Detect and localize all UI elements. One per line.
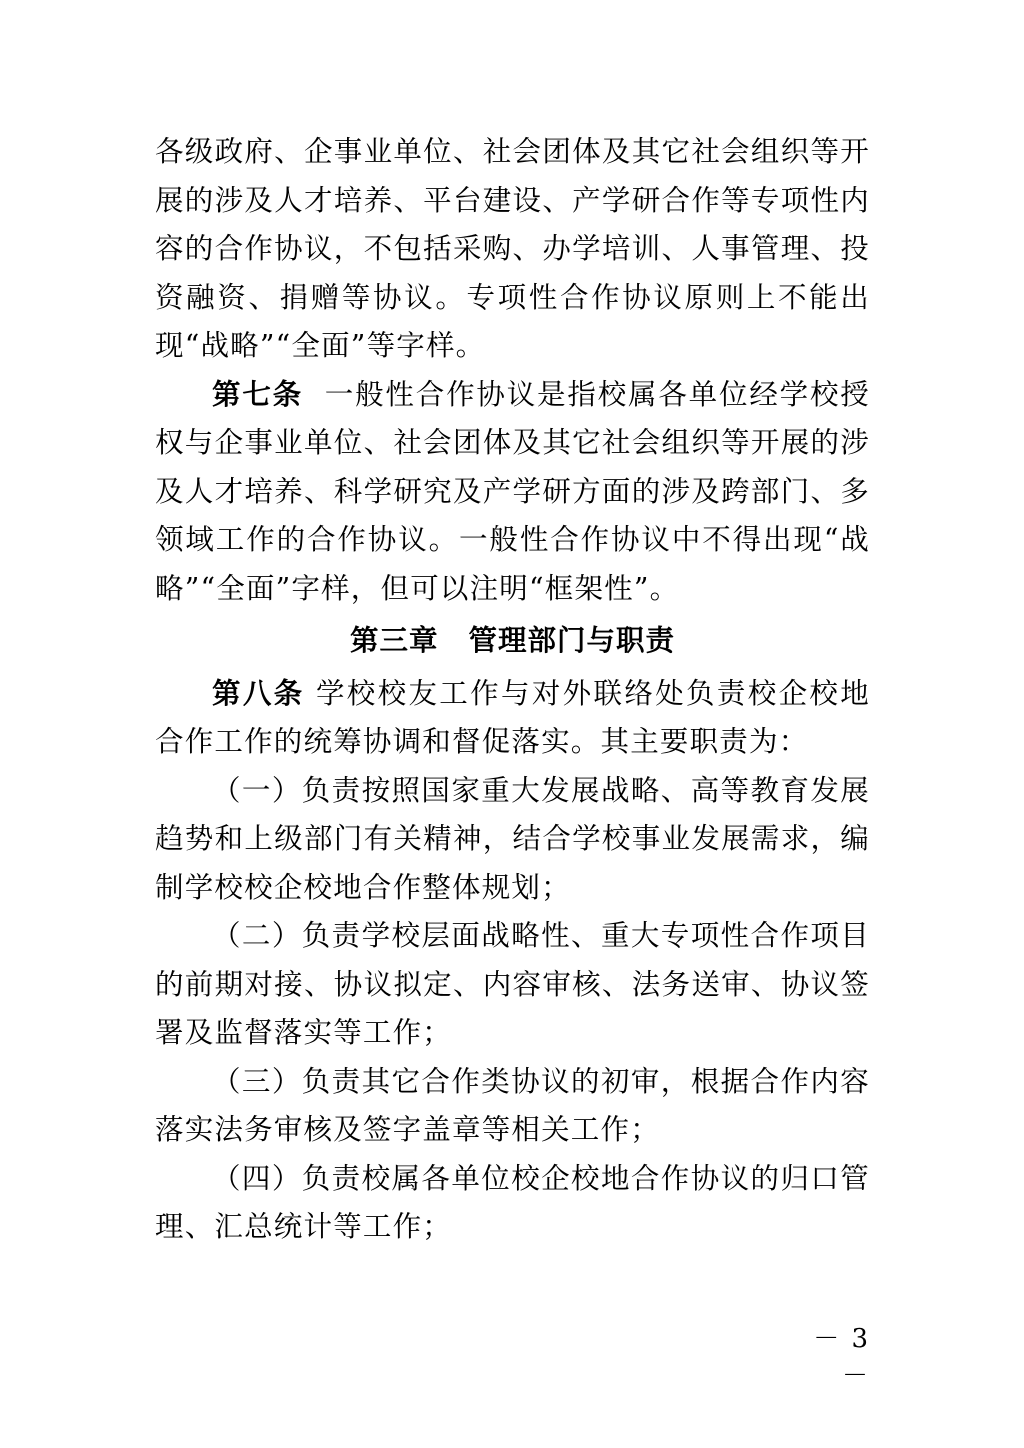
paragraph-text: 各级政府、企事业单位、社会团体及其它社会组织等开展的涉及人才培养、平台建设、产学研合作等专项性内容的合作协议，不包括采购、办学培训、人事管理、投资融资、捐赠等协议。专项性合作协议原则上不能出现“战略”“全面”等字样。	[155, 135, 870, 362]
list-item-text: （二）负责学校层面战略性、重大专项性合作项目的前期对接、协议拟定、内容审核、法务送审、协议签署及监督落实等工作；	[155, 919, 870, 1049]
article-8	[155, 670, 870, 767]
document-body	[155, 128, 870, 1252]
article-text: 学校校友工作与对外联络处负责校企校地合作工作的统筹协调和督促落实。其主要职责为：	[155, 676, 870, 758]
chapter-heading	[155, 617, 870, 666]
chapter-number: 第三章	[349, 624, 439, 657]
article-text: 一般性合作协议是指校属各单位经学校授权与企事业单位、社会团体及其它社会组织等开展的涉及人才培养、科学研究及产学研方面的涉及跨部门、多领域工作的合作协议。一般性合作协议中不得出现“战略”“全面”字样，但可以注明“框架性”。	[155, 377, 870, 605]
list-item	[155, 1155, 870, 1252]
list-item-text: （四）负责校属各单位校企校地合作协议的归口管理、汇总统计等工作；	[155, 1161, 870, 1243]
chapter-title: 管理部门与职责	[468, 624, 676, 657]
list-item	[155, 767, 870, 913]
paragraph-continuation	[155, 128, 870, 371]
article-label: 第八条	[212, 676, 305, 710]
article-label: 第七条	[212, 377, 303, 411]
list-item	[155, 912, 870, 1058]
list-item-text: （一）负责按照国家重大发展战略、高等教育发展趋势和上级部门有关精神，结合学校事业发展需求，编制学校校企校地合作整体规划；	[155, 773, 870, 904]
page-number: － 3 －	[813, 1324, 870, 1391]
list-item-text: （三）负责其它合作类协议的初审，根据合作内容落实法务审核及签字盖章等相关工作；	[155, 1064, 870, 1146]
list-item	[155, 1058, 870, 1155]
article-7	[155, 371, 870, 614]
